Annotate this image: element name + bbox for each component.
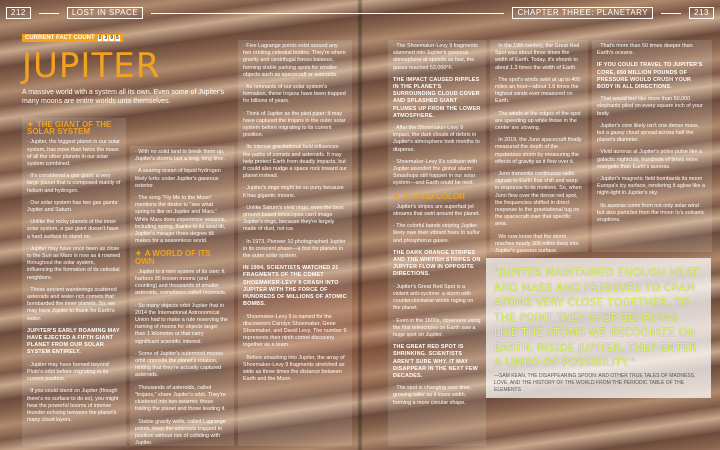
fact-text: · Thousands of asteroids, called "trojans," share Jupiter's orbit. They're clustered into two swarms: those trailing the planet and those leading it. xyxy=(135,384,226,413)
highlight-fact: JUPITER'S EARLY ROAMING MAY HAVE EJECTED A FIFTH GIANT PLANET FROM OUR SOLAR SYSTEM ENTIRELY. xyxy=(27,327,120,356)
fact-text: · Jupiter's core likely isn't one dense mass, but a gassy cloud spread across half the planet's diameter. xyxy=(597,122,700,144)
fact-text: · Jupiter is a mini system of its own: It harbors 95 known moons (and counting) and thousands of smaller asteroids, sometimes called moonlets. xyxy=(135,268,227,297)
fact-text: · So many objects orbit Jupiter that in 2014 the International Astronomical Union had to make a rule reserving the naming of moons for objects larger than 1 kilometer or that carry significant scientific interest. xyxy=(135,302,228,345)
fact-text: · With no solid land to break them up, Jupiter's storms last a long, long time. xyxy=(135,149,226,163)
fact-text: · The spot is changing over time, growing taller as it loses width, forming a more circular shape. xyxy=(393,385,472,406)
fact-text: · Vivid auroras at Jupiter's poles pulse like a galactic nightclub, hundreds of times more energetic than Earth's auroras. xyxy=(597,149,702,170)
fact-text: · In the 19th century, the Great Red Spot was about three times the width of Earth. Today, it's shrunk to about 1.3 times the width of Earth. xyxy=(495,43,580,71)
highlight-fact: IF YOU COULD TRAVEL TO JUPITER'S CORE, 650 MILLION POUNDS OF PRESSURE WOULD CRUSH YOUR BODY IN ALL DIRECTIONS. xyxy=(597,62,703,91)
fact-text: · Even in the 1600s, observers using the first telescopes on Earth saw a huge spot on Jupiter. xyxy=(393,317,481,338)
fact-text: · Think of Jupiter as the pied piper: It may have captured the trojans in the outer solar system before migrating to its current position. xyxy=(243,110,346,139)
sparkle-icon: ✦ xyxy=(135,249,142,259)
fact-text: · Jupiter's rings might be so puny because it has gigantic moons. xyxy=(243,185,344,199)
fact-text: · Jupiter's magnetic field bombards its moon Europa's icy surface, rendering it aglow like a night-light in Jupiter's sky. xyxy=(597,176,705,197)
column-2 xyxy=(130,146,234,446)
fact-text: · These ancient wanderings scattered asteroids and water-rich comets that bombarded the inner planets. So, we may have Jupiter to thank for Earth's water. xyxy=(27,286,117,322)
fact-text: · Unlike the rocky planets of the inner solar system, a gas giant doesn't have a hard surface to stand on. xyxy=(27,219,119,240)
fact-text: · Five Lagrange points exist around any two orbiting celestial bodies. They're where gravity and centrifugal forces balance, forming stable parking spots for smaller objects such as spacecraft or asteroids. xyxy=(243,43,346,78)
right-running-title: CHAPTER THREE: PLANETARY xyxy=(512,7,653,19)
page-title: JUPITER xyxy=(22,46,161,86)
fact-digit: 5 xyxy=(116,35,119,41)
quote-text: "JUPITER MAINTAINED ENOUGH HEAT AND MASS AND PRESSURE TO CRAM ATOMS VERY CLOSE TOGETHER, TO THE POINT THEY STOP BEHAVING LIKE THE ATOMS WE RECOGNIZE ON EARTH. INSIDE JUPITER, THEY ENTER A LIMBO OF POSSIBILITY." xyxy=(494,267,699,369)
fact-count-label: CURRENT FACT COUNT xyxy=(25,35,95,41)
fact-text: · Our solar system has two gas giants: Jupiter and Saturn. xyxy=(27,199,119,214)
right-page-number: 213 xyxy=(689,7,714,19)
quote-attribution: —SAM KEAN, THE DISAPPEARING SPOON: AND OTHER TRUE TALES OF MADNESS, LOVE, AND THE HISTORY OF THE WORLD FROM THE PERIODIC TABLE OF THE ELEMENTS xyxy=(494,373,696,393)
fact-digit: 9 xyxy=(110,35,114,41)
header-rule xyxy=(354,13,504,14)
header-rule xyxy=(661,13,681,14)
fact-text: · Its auroras come from not only solar wind but also particles from the moon Io's volcanic eruptions. xyxy=(597,202,705,224)
fact-digit: 3 xyxy=(104,35,108,41)
header-rule xyxy=(39,13,59,14)
right-page-header xyxy=(354,6,714,20)
fact-text: · That's more than 50 times deeper than Earth's oceans. xyxy=(597,43,693,57)
section-heading: ✦ IN VIVID COLOR xyxy=(393,191,465,201)
fact-text: · Juno transmits continuous radio signals to Earth that shift and warp in response to its motions. So, when Juno flew over the dense red spot, the frequencies shifted in direct response to the gravitational tug on the spacecraft over that specific area. xyxy=(495,171,582,228)
highlight-fact: THE DARK ORANGE STRIPES AND THE WHITISH STRIPES ON JUPITER FLOW IN OPPOSITE DIRECTIONS. xyxy=(393,249,481,278)
left-page-header xyxy=(6,6,381,20)
book-gutter xyxy=(357,0,363,450)
fact-count-digits xyxy=(98,35,120,41)
section-heading: ✦ THE GIANT OF THE SOLAR SYSTEM xyxy=(27,120,112,137)
column-5 xyxy=(490,40,588,255)
fact-text: · That would feel like more than 50,000 elephants piled on every square inch of your body. xyxy=(597,96,703,117)
fact-text: · The Shoemaker-Levy 9 fragments slammed into Jupiter's gaseous atmosphere at speeds so fast, the gases reached 53,000°F. xyxy=(393,43,478,71)
fact-text: · Stable gravity wells, called Lagrange points, keep the asteroids trapped in position without risk of colliding with Jupiter. xyxy=(135,418,226,447)
fact-text: · It's considered a gas giant: a very large planet that is composed mainly of helium and hydrogen. xyxy=(27,173,121,194)
column-3 xyxy=(238,40,352,446)
fact-text: · As remnants of our solar system's formation, these trojans have been trapped for billions of years. xyxy=(243,84,346,105)
header-rule xyxy=(151,13,381,14)
fact-text: · Jupiter's Great Red Spot is a violent anti-cyclone: a storm with counterclockwise winds raging on the planet. xyxy=(393,283,474,312)
fact-text: · We now know that the storm reaches nearly 300 miles deep into Jupiter's gaseous surface. xyxy=(495,233,579,255)
fact-text: · In 1973, Pioneer 10 photographed Jupiter in its crescent phase—a first for planets in the outer solar system. xyxy=(243,238,346,260)
fact-text: · Shoemaker-Levy 9's collision with Jupiter sounded the global alarm: Smashups still happen in our solar system—and Earth could be next. xyxy=(393,158,478,187)
fact-text: · A searing ocean of liquid hydrogen likely lurks under Jupiter's gaseous exterior. xyxy=(135,168,221,189)
fact-text: · Unlike Saturn's vivid rings, even the best ground-based telescopes can't image Jupiter's rings, because they're largely made of dust, not ice. xyxy=(243,204,344,233)
column-6 xyxy=(592,40,712,252)
highlight-fact: THE GREAT RED SPOT IS SHRINKING. SCIENTISTS AREN'T SURE WHY. IT MAY DISAPPEAR IN THE NEXT FEW DECADES. xyxy=(393,344,478,379)
fact-text: · Before smashing into Jupiter, the array of Shoemaker-Levy 9 fragments stretched as wide as three times the distance between Earth and the Moon. xyxy=(243,354,345,383)
sparkle-icon: ✦ xyxy=(27,120,34,129)
column-1 xyxy=(22,118,126,446)
fact-text: · Its intense gravitational field influences the paths of comets and asteroids. It may help protect Earth from deadly impacts, but it could also nudge a space rock toward our planet instead. xyxy=(243,144,347,180)
fact-text: · If you could stand on Jupiter (though there's no surface to do so), you might hear the powerful booms of intense thunder echoing between the planet's many cloud layers. xyxy=(27,388,119,424)
fact-text: · Shoemaker-Levy 9 is named for the discoverers Carolyn Shoemaker, Gene Shoemaker, and David Levy. The number 9 represents their ninth comet discovery together as a team. xyxy=(243,313,347,349)
fact-digit: 0 xyxy=(98,35,102,41)
fact-text: · The winds at the edges of the spot are speeding up while those in the center are slowing. xyxy=(495,110,581,132)
sparkle-icon: ✦ xyxy=(393,191,400,201)
fact-text: · Jupiter may have once been as close to the Sun as Mars is now as it roamed throughout the solar system, influencing the formation of its celestial neighbors. xyxy=(27,245,121,281)
fact-text: · After the Shoemaker-Levy 9 impact, the dark clouds of debris in Jupiter's atmosphere took months to disperse. xyxy=(393,125,480,153)
fact-text: · In 2019, the Juno spacecraft finally measured the depth of the mysterious storm by measuring the effects of gravity as it flew over it. xyxy=(495,137,582,165)
fact-text: · The spot's winds swirl at up to 400 miles an hour—about 1.6 times the highest winds ever measured on Earth. xyxy=(495,76,581,105)
fact-text: · Jupiter's stripes are superfast jet streams that swirl around the planet. xyxy=(393,203,480,218)
section-heading: ✦ A WORLD OF ITS OWN xyxy=(135,249,211,266)
intro-text: A massive world with a system all its own. Even some of Jupiter's many moons are entire worlds unto themselves. xyxy=(22,89,225,105)
fact-text: · The song "Fly Me to the Moon" mentions the desire to "see what spring is like on Jupiter and Mars." While Mars does experience seasons, including spring, thanks to its axial tilt, Jupiter's meager three-degree tilt makes for a seasonless world. xyxy=(135,195,227,245)
left-running-title: LOST IN SPACE xyxy=(67,7,143,19)
fact-text: · The colorful bands striping Jupiter likely owe their vibrant hues to sulfur and phosphorus gases. xyxy=(393,223,480,244)
left-page-number: 212 xyxy=(6,7,31,19)
column-4 xyxy=(388,40,486,446)
pull-quote xyxy=(486,258,711,398)
fact-text: · Some of Jupiter's outermost moons orbit opposite the planet's rotation, hinting that they're actually captured asteroids. xyxy=(135,350,223,379)
highlight-fact: THE IMPACT CAUSED RIPPLES IN THE PLANET'S SURROUNDING CLOUD COVER AND SPLASHED GIANT PLUMES UP FROM THE LOWER ATMOSPHERE. xyxy=(393,76,481,119)
fact-count-badge xyxy=(22,34,123,42)
fact-text: · Jupiter, the biggest planet in our solar system, has more than twice the mass of all the other planets in our solar system combined. xyxy=(27,139,120,168)
highlight-fact: IN 1994, SCIENTISTS WATCHED 21 FRAGMENTS OF THE COMET SHOEMAKER-LEVY 9 CRASH INTO JUPITER WITH THE FORCE OF HUNDREDS OF MILLIONS OF ATOMIC BOMBS. xyxy=(243,265,347,308)
fact-text: · Jupiter may have formed beyond Pluto's orbit before migrating to its current position. xyxy=(27,361,109,383)
